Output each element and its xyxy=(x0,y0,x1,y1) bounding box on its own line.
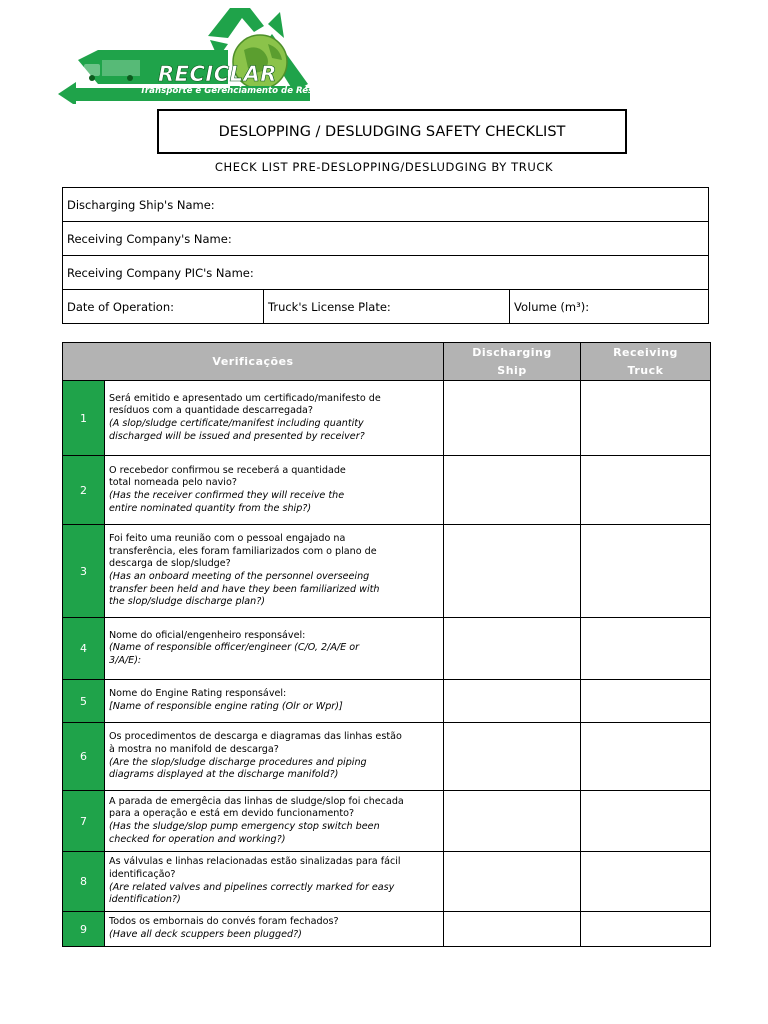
row-number: 4 xyxy=(63,618,105,680)
ship-check-cell[interactable] xyxy=(444,852,581,912)
ship-check-cell[interactable] xyxy=(444,618,581,680)
ship-check-cell[interactable] xyxy=(444,680,581,723)
description-pt-line: resíduos com a quantidade descarregada? xyxy=(109,405,314,417)
description-en-line: checked for operation and working?) xyxy=(109,833,286,845)
description-pt-line: As válvulas e linhas relacionadas estão sinalizadas para fácil xyxy=(109,856,401,868)
description-pt-line: Será emitido e apresentado um certificado/manifesto de xyxy=(109,392,381,404)
description-pt-line: Nome do oficial/engenheiro responsável: xyxy=(109,629,306,641)
receiving-pic-field[interactable]: Receiving Company PIC's Name: xyxy=(63,256,709,290)
description-en-line: identification?) xyxy=(109,894,181,906)
description-pt-line: descarga de slop/sludge? xyxy=(109,558,231,570)
description-pt-line: Os procedimentos de descarga e diagramas das linhas estão xyxy=(109,731,402,743)
checklist-row xyxy=(63,852,711,912)
row-number: 3 xyxy=(63,525,105,618)
description-en-line: discharged will be issued and presented by receiver? xyxy=(109,430,365,442)
description-en-line: the slop/sludge discharge plan?) xyxy=(109,596,266,608)
description-en-line: (Are related valves and pipelines correctly marked for easy xyxy=(109,881,395,893)
row-number: 1 xyxy=(63,381,105,456)
truck-check-cell[interactable] xyxy=(581,618,711,680)
description-en-line: [Name of responsible engine rating (Olr or Wpr)] xyxy=(109,701,343,712)
row-description xyxy=(105,381,444,456)
logo-tagline: Transporte e Gerenciamento de Resíduos Ltda. xyxy=(140,86,368,96)
row-description xyxy=(105,680,444,723)
description-pt-line: Todos os embornais do convés foram fechados? xyxy=(109,916,339,928)
header-discharging-ship xyxy=(444,343,581,381)
volume-field[interactable]: Volume (m³): xyxy=(510,290,709,324)
description-en-line: entire nominated quantity from the ship?) xyxy=(109,502,312,514)
header-truck-line2: Truck xyxy=(627,363,664,377)
header-truck-line1: Receiving xyxy=(613,345,678,359)
logo-name: RECICLAR xyxy=(158,62,277,86)
page-subtitle: CHECK LIST PRE-DESLOPPING/DESLUDGING BY TRUCK xyxy=(214,160,554,174)
description-en-line: (Has the receiver confirmed they will receive the xyxy=(109,490,345,501)
row-description xyxy=(105,723,444,791)
description-en-line: (A slop/sludge certificate/manifest including quantity xyxy=(109,418,364,429)
row-number: 2 xyxy=(63,456,105,525)
description-en-line: (Are the slop/sludge discharge procedures and piping xyxy=(109,756,367,768)
ship-check-cell[interactable] xyxy=(444,723,581,791)
truck-check-cell[interactable] xyxy=(581,525,711,618)
description-pt-line: A parada de emergêcia das linhas de sludge/slop foi checada xyxy=(109,795,404,807)
truck-check-cell[interactable] xyxy=(581,381,711,456)
description-pt-line: O recebedor confirmou se receberá a quantidade xyxy=(109,464,346,476)
checklist-row xyxy=(63,381,711,456)
description-en-line: 3/A/E): xyxy=(109,654,142,666)
description-pt-line: total nomeada pelo navio? xyxy=(109,477,237,489)
header-verificacoes: Verificações xyxy=(63,343,444,381)
description-en-line: transfer been held and have they been familiarized with xyxy=(109,583,380,595)
discharging-ship-field[interactable]: Discharging Ship's Name: xyxy=(63,188,709,222)
description-pt-line: identificação? xyxy=(109,868,176,880)
row-description xyxy=(105,791,444,852)
page-title: DESLOPPING / DESLUDGING SAFETY CHECKLIST xyxy=(157,109,627,154)
checklist-row xyxy=(63,618,711,680)
description-pt-line: transferência, eles foram familiarizados com o plano de xyxy=(109,545,377,557)
description-en-line: (Name of responsible officer/engineer (C/O, 2/A/E or xyxy=(109,642,360,654)
license-plate-field[interactable]: Truck's License Plate: xyxy=(264,290,510,324)
description-pt-line: para a operação e está em devido funcionamento? xyxy=(109,808,355,820)
description-en-line: diagrams displayed at the discharge manifold?) xyxy=(109,769,339,781)
row-description xyxy=(105,525,444,618)
info-table xyxy=(62,187,709,324)
description-pt-line: Foi feito uma reunião com o pessoal engajado na xyxy=(109,533,346,545)
row-description xyxy=(105,456,444,525)
row-number: 7 xyxy=(63,791,105,852)
checklist-row xyxy=(63,456,711,525)
checklist-row xyxy=(63,791,711,852)
checklist-row xyxy=(63,680,711,723)
row-number: 9 xyxy=(63,912,105,947)
row-description xyxy=(105,618,444,680)
truck-check-cell[interactable] xyxy=(581,723,711,791)
row-number: 8 xyxy=(63,852,105,912)
checklist-row xyxy=(63,723,711,791)
checklist-row xyxy=(63,912,711,947)
truck-check-cell[interactable] xyxy=(581,791,711,852)
header-ship-line1: Discharging xyxy=(472,345,552,359)
truck-check-cell[interactable] xyxy=(581,912,711,947)
description-en-line: (Has the sludge/slop pump emergency stop switch been xyxy=(109,821,380,832)
row-number: 5 xyxy=(63,680,105,723)
date-field[interactable]: Date of Operation: xyxy=(63,290,264,324)
truck-check-cell[interactable] xyxy=(581,852,711,912)
company-logo xyxy=(58,4,368,104)
ship-check-cell[interactable] xyxy=(444,456,581,525)
ship-check-cell[interactable] xyxy=(444,381,581,456)
ship-check-cell[interactable] xyxy=(444,791,581,852)
row-number: 6 xyxy=(63,723,105,791)
header-ship-line2: Ship xyxy=(497,363,527,377)
description-en-line: (Have all deck scuppers been plugged?) xyxy=(109,929,302,940)
ship-check-cell[interactable] xyxy=(444,912,581,947)
description-en-line: (Has an onboard meeting of the personnel overseeing xyxy=(109,571,370,582)
description-pt-line: Nome do Engine Rating responsável: xyxy=(109,688,287,700)
row-description xyxy=(105,852,444,912)
truck-check-cell[interactable] xyxy=(581,680,711,723)
ship-check-cell[interactable] xyxy=(444,525,581,618)
header-receiving-truck xyxy=(581,343,711,381)
checklist-row xyxy=(63,525,711,618)
description-pt-line: à mostra no manifold de descarga? xyxy=(109,743,279,755)
checklist-table xyxy=(62,342,711,947)
truck-check-cell[interactable] xyxy=(581,456,711,525)
receiving-company-field[interactable]: Receiving Company's Name: xyxy=(63,222,709,256)
row-description xyxy=(105,912,444,947)
